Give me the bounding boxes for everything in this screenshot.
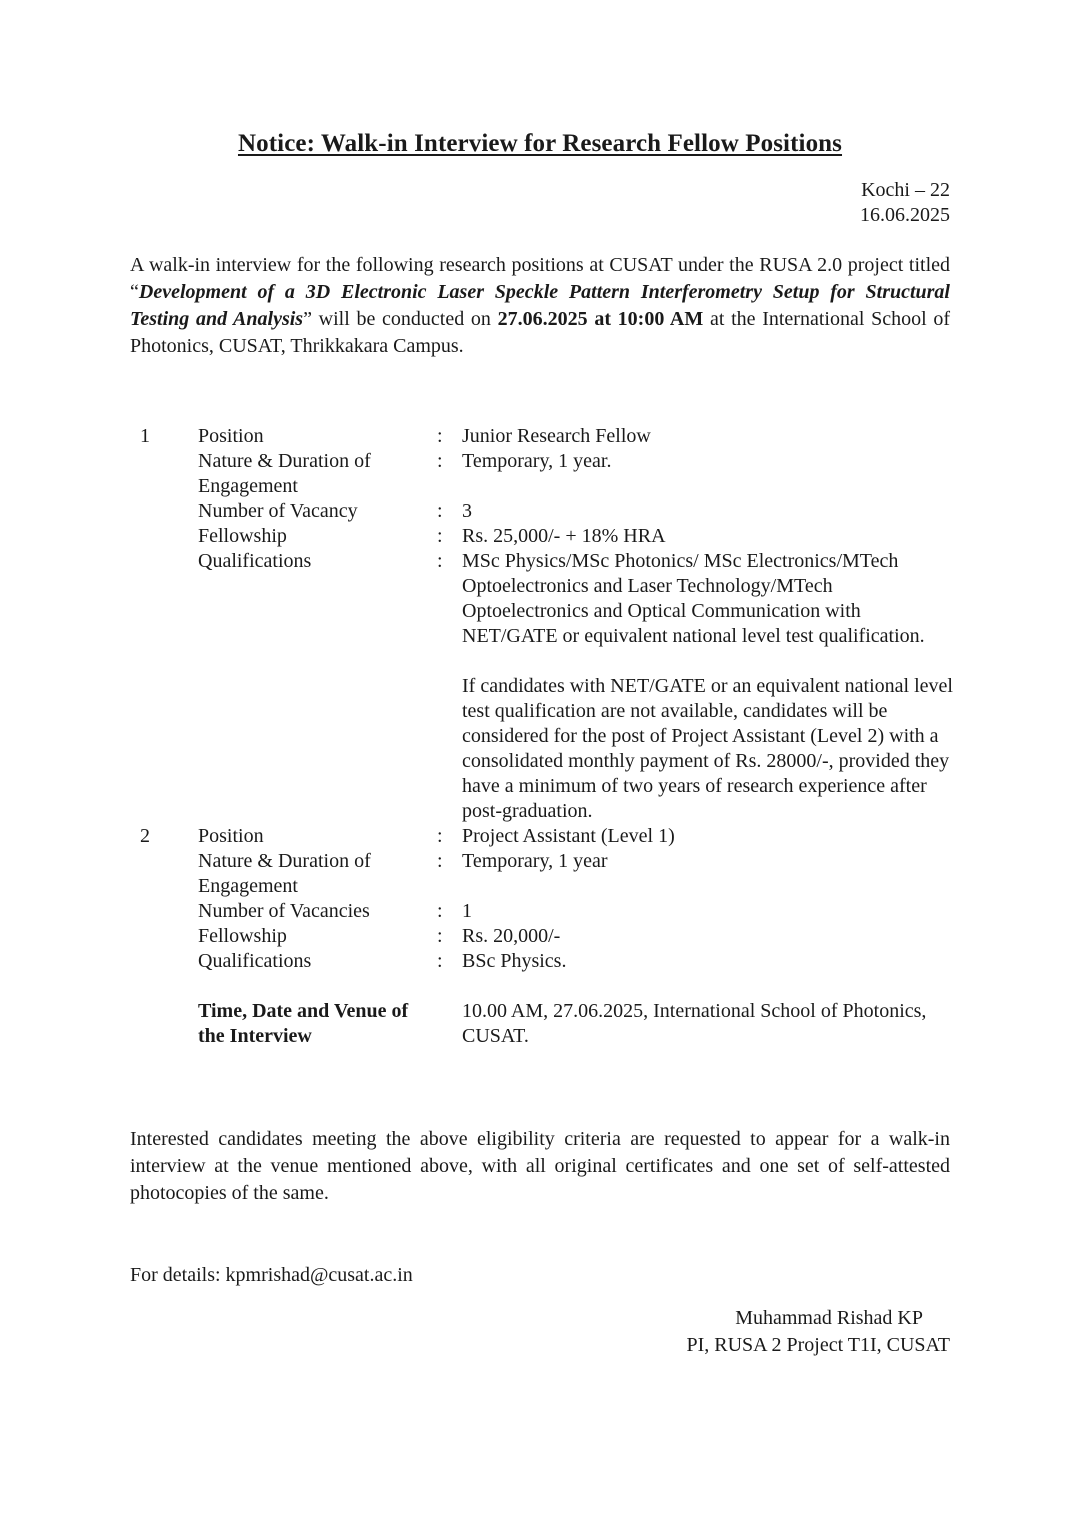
colon: : [437, 850, 443, 872]
position-label: Position [198, 425, 264, 447]
fellowship-row [130, 924, 960, 949]
colon: : [437, 950, 443, 972]
nature-value: Temporary, 1 year. [462, 450, 612, 472]
signatory-designation: PI, RUSA 2 Project T1I, CUSAT [686, 1334, 950, 1356]
place-date-block [860, 178, 950, 228]
fellowship-value: Rs. 20,000/- [462, 925, 561, 947]
vacancy-label: Number of Vacancies [198, 900, 370, 922]
fellowship-label: Fellowship [198, 925, 287, 947]
qualifications-value: BSc Physics. [462, 950, 567, 972]
vacancy-value: 3 [462, 500, 472, 522]
intro-text-3: at the International School of Photonics, CUSAT, Thrikkakara Campus. [130, 308, 950, 357]
positions-table [130, 424, 960, 1049]
qualifications-row [130, 949, 960, 974]
position-number: 2 [140, 825, 150, 847]
contact-details: For details: kpmrishad@cusat.ac.in [130, 1264, 413, 1286]
intro-paragraph [130, 252, 950, 360]
signature-block [686, 1305, 950, 1359]
colon: : [437, 450, 443, 472]
notice-title: Notice: Walk-in Interview for Research Fellow Positions [237, 130, 843, 157]
interview-datetime: 27.06.2025 at 10:00 AM [497, 308, 704, 330]
fellowship-label: Fellowship [198, 525, 287, 547]
qualifications-text: MSc Physics/MSc Photonics/ MSc Electronics/MTech Optoelectronics and Laser Technology/MTech Optoelectronics and Optical Communication with NET/GATE or equivalent national level test qualification. [462, 550, 925, 647]
position-label: Position [198, 825, 264, 847]
colon: : [437, 825, 443, 847]
nature-value: Temporary, 1 year [462, 850, 608, 872]
intro-text-1: A walk-in interview for the following research positions at CUSAT under the RUSA 2.0 project titled “ [130, 254, 950, 303]
qualifications-row [130, 549, 960, 824]
position-row [130, 424, 960, 449]
qualifications-label: Qualifications [198, 950, 312, 972]
qualifications-value [462, 549, 960, 824]
position-block-1 [130, 424, 960, 824]
notice-date: 16.06.2025 [860, 204, 950, 226]
signatory-name: Muhammad Rishad KP [735, 1307, 923, 1329]
colon: : [437, 425, 443, 447]
colon: : [437, 500, 443, 522]
fellowship-value: Rs. 25,000/- + 18% HRA [462, 525, 666, 547]
colon: : [437, 550, 443, 572]
colon: : [437, 925, 443, 947]
venue-value: 10.00 AM, 27.06.2025, International School of Photonics, CUSAT. [462, 1000, 927, 1047]
nature-row [130, 449, 960, 499]
venue-label: Time, Date and Venue of the Interview [198, 1000, 409, 1047]
project-title: Development of a 3D Electronic Laser Speckle Pattern Interferometry Setup for Structural Testing and Analysis [130, 281, 950, 330]
position-value: Project Assistant (Level 1) [462, 825, 675, 847]
vacancy-label: Number of Vacancy [198, 500, 358, 522]
nature-row [130, 849, 960, 899]
vacancy-row [130, 899, 960, 924]
vacancy-value: 1 [462, 900, 472, 922]
position-block-2 [130, 824, 960, 974]
nature-label: Nature & Duration of Engagement [198, 450, 371, 497]
nature-label: Nature & Duration of Engagement [198, 850, 371, 897]
venue-row [130, 999, 960, 1049]
position-number: 1 [140, 425, 150, 447]
closing-paragraph: Interested candidates meeting the above eligibility criteria are requested to appear for a walk-in interview at the venue mentioned above, with all original certificates and one set of self-attested photocopies of the same. [130, 1128, 950, 1204]
colon: : [437, 525, 443, 547]
vacancy-row [130, 499, 960, 524]
position-row [130, 824, 960, 849]
fellowship-row [130, 524, 960, 549]
place: Kochi – 22 [861, 179, 950, 201]
intro-text-2: ” will be conducted on [303, 308, 498, 330]
position-value: Junior Research Fellow [462, 425, 651, 447]
qualifications-note: If candidates with NET/GATE or an equivalent national level test qualification are not available, candidates will be considered for the post of Project Assistant (Level 2) with a consolidated monthly payment of Rs. 28000/-, provided they have a minimum of two years of research experience after post-graduation. [462, 675, 953, 822]
qualifications-label: Qualifications [198, 550, 312, 572]
colon: : [437, 900, 443, 922]
